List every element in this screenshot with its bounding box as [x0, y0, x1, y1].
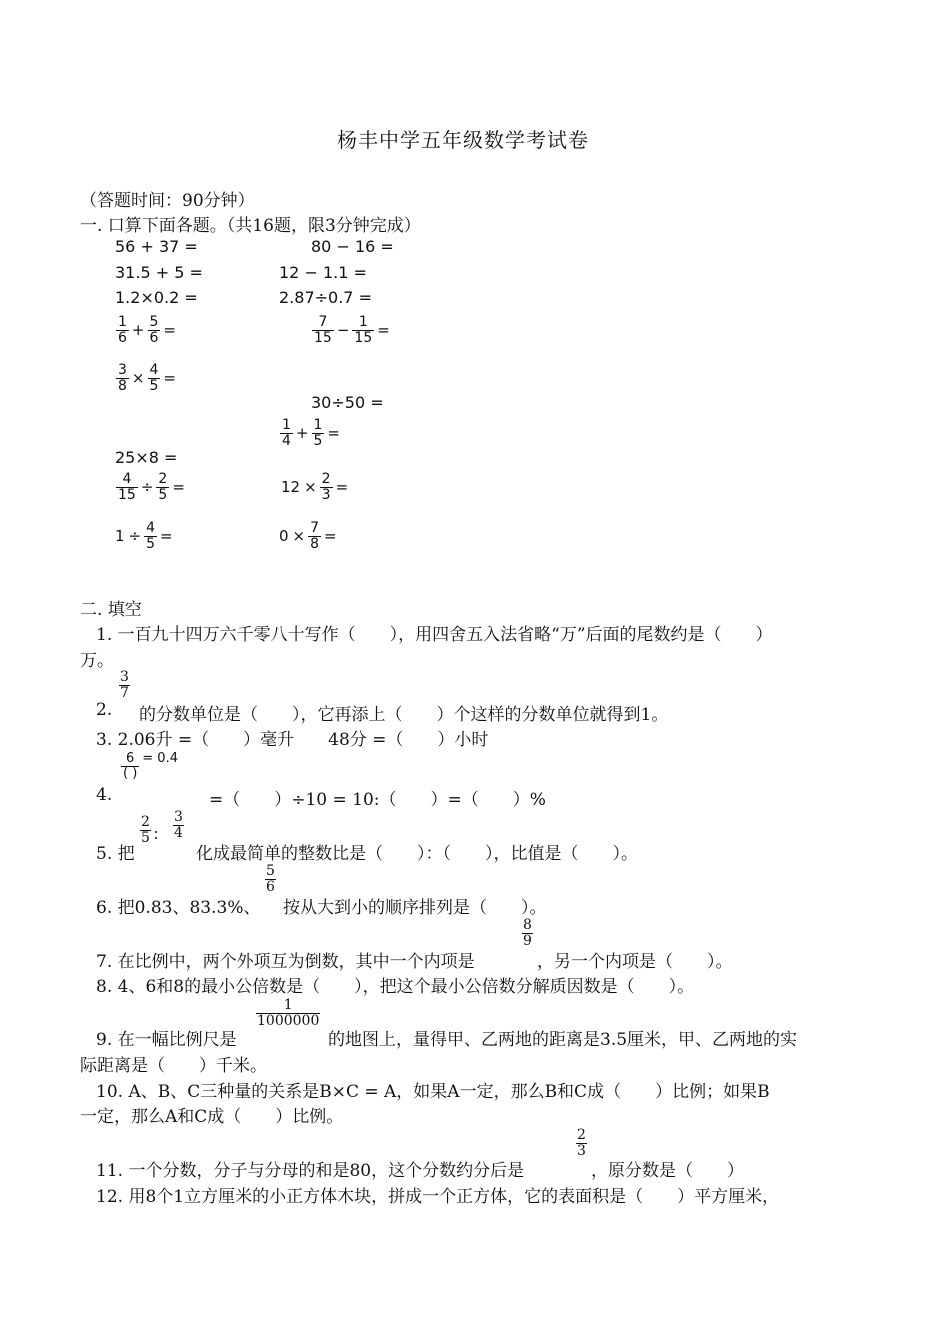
time-note: （答题时间：90分钟）: [80, 191, 255, 211]
q5-fraction-2: $\frac{3}{4}$: [174, 809, 183, 841]
q10-line2: 一定，那么A和C成（ ）比例。: [80, 1107, 344, 1127]
q6-fraction: $\frac{5}{6}$: [266, 863, 275, 895]
q-p: 0 × $\frac{7}{8}$ =: [279, 520, 337, 552]
q9-prefix: 9. 在一幅比例尺是: [96, 1030, 237, 1050]
q8: 8. 4、6和8的最小公倍数是（ ），把这个最小公倍数分解质因数是（ ）。: [96, 977, 695, 997]
q11-prefix: 11. 一个分数，分子与分母的和是80，这个分数约分后是: [96, 1161, 525, 1181]
q-a: 56 + 37 =: [115, 237, 198, 256]
q-i: $\frac{3}{8}$ × $\frac{4}{5}$ =: [118, 362, 176, 394]
q4-number: 4.: [96, 785, 113, 805]
q9-line2: 际距离是（ ）千米。: [80, 1056, 267, 1076]
q-f: 2.87÷0.7 =: [279, 288, 372, 307]
q7-text: ，另一个内项是（ ）。: [537, 952, 733, 972]
page-title: 杨丰中学五年级数学考试卷: [337, 128, 589, 152]
q-o: 1 ÷ $\frac{4}{5}$ =: [115, 520, 173, 552]
q-l: 25×8 =: [115, 448, 178, 467]
q-g: $\frac{1}{6}$ + $\frac{5}{6}$ =: [118, 314, 176, 346]
q4-text: =（ ）÷10 = 10:（ ）=（ ）%: [209, 790, 546, 810]
q-n: 12 × $\frac{2}{3}$ =: [281, 471, 349, 503]
q2-number: 2.: [96, 700, 113, 720]
q2-text: 的分数单位是（ ），它再添上（ ）个这样的分数单位就得到1。: [139, 705, 669, 725]
q-c: 31.5 + 5 =: [115, 263, 203, 282]
q-b: 80 − 16 =: [311, 237, 394, 256]
q5-fraction-1: $\frac{2}{5}$: [141, 814, 150, 846]
q9-text: 的地图上，量得甲、乙两地的距离是3.5厘米，甲、乙两地的实: [328, 1030, 798, 1050]
section1-heading: 一. 口算下面各题。（共16题，限3分钟完成）: [80, 216, 421, 236]
q7-prefix: 7. 在比例中，两个外项互为倒数，其中一个内项是: [96, 952, 475, 972]
q1-line2: 万。: [80, 651, 114, 671]
q-h: $\frac{7}{15}$ − $\frac{1}{15}$ =: [314, 314, 390, 346]
q-j: 30÷50 =: [311, 393, 384, 412]
q11-fraction: $\frac{2}{3}$: [577, 1127, 586, 1159]
q-k: $\frac{1}{4}$ + $\frac{1}{5}$ =: [282, 417, 340, 449]
q6-prefix: 6. 把0.83、83.3%、: [96, 898, 261, 918]
q5-prefix: 5. 把: [96, 844, 135, 864]
q5-ratio-sep: ∶: [154, 826, 158, 844]
q12: 12. 用8个1立方厘米的小正方体木块，拼成一个正方体，它的表面积是（ ）平方厘米，: [96, 1187, 780, 1207]
q6-text: 按从大到小的顺序排列是（ ）。: [283, 898, 547, 918]
q2-fraction: $\frac{3}{7}$: [120, 669, 129, 701]
q1-line1: 1. 一百九十四万六千零八十写作（ ），用四舍五入法省略“万”后面的尾数约是（ ）: [96, 625, 773, 645]
q11-text: ，原分数是（ ）: [591, 1161, 744, 1181]
section2-heading: 二. 填空: [80, 600, 142, 620]
q-d: 12 − 1.1 =: [279, 263, 367, 282]
q5-text: 化成最简单的整数比是（ ）：（ ），比值是（ ）。: [196, 844, 638, 864]
q7-fraction: $\frac{8}{9}$: [523, 917, 532, 949]
q4-fraction: 6 ( ) = 0.4: [123, 750, 178, 781]
q3: 3. 2.06升 =（ ）毫升 48分 =（ ）小时: [96, 730, 489, 750]
q-m: $\frac{4}{15}$ ÷ $\frac{2}{5}$ =: [118, 471, 185, 503]
q10-line1: 10. A、B、C三种量的关系是B×C = A，如果A一定，那么B和C成（ ）比例；如果B: [96, 1082, 770, 1102]
q9-fraction: $\frac{1}{1000000}$: [257, 997, 320, 1029]
q-e: 1.2×0.2 =: [115, 288, 198, 307]
